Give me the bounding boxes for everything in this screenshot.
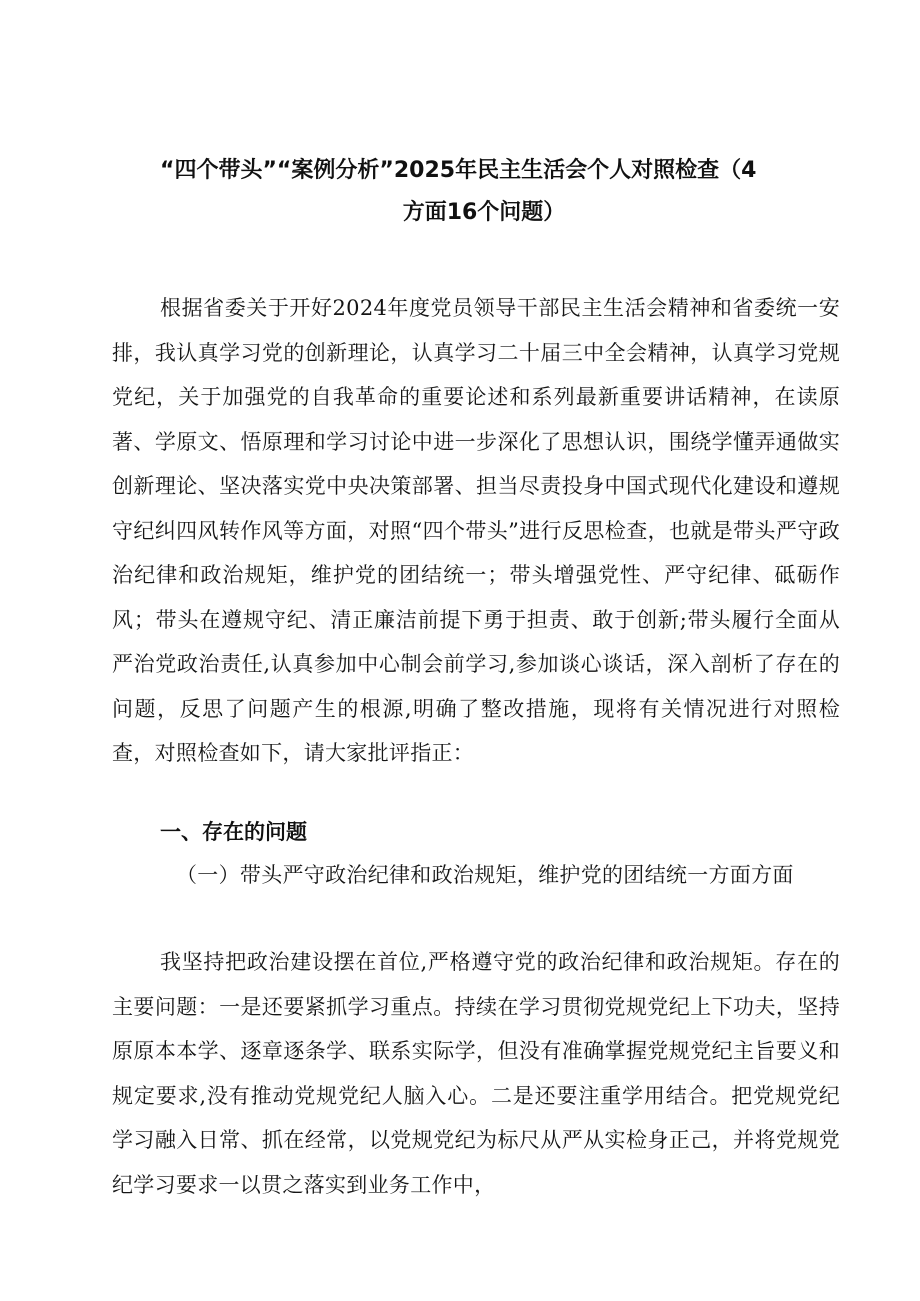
body-paragraph: 我坚持把政治建设摆在首位,严格遵守党的政治纪律和政治规矩。存在的主要问题：一是还要紧抓学习重点。持续在学习贯彻党规党纪上下功夫，坚持原原本本学、逐章逐条学、联系实际学，但没有准确掌握党规党纪主旨要义和规定要求,没有推动党规党纪人脑入心。二是还要注重学用结合。把党规党纪学习融入日常、抓在经常，以党规党纪为标尺从严从实检身正己，并将党规党纪学习要求一以贯之落实到业务工作中， [112, 950, 840, 1197]
subsection-heading: （一）带头严守政治纪律和政治规矩，维护党的团结统一方面方面 [176, 863, 794, 887]
intro-paragraph: 根据省委关于开好2024年度党员领导干部民主生活会精神和省委统一安排，我认真学习党的创新理论，认真学习二十届三中全会精神，认真学习党规党纪，关于加强党的自我革命的重要论述和系列最新重要讲话精神，在读原著、学原文、悟原理和学习讨论中进一步深化了思想认识，围绕学懂弄通做实创新理论、坚决落实党中央决策部署、担当尽责投身中国式现代化建设和遵规守纪纠四风转作风等方面，对照“四个带头”进行反思检查，也就是带头严守政治纪律和政治规矩，维护党的团结统一；带头增强党性、严守纪律、砥砺作风；带头在遵规守纪、清正廉洁前提下勇于担责、敢于创新;带头履行全面从严治党政治责任,认真参加中心制会前学习,参加谈心谈话，深入剖析了存在的问题，反思了问题产生的根源,明确了整改措施，现将有关情况进行对照检查，对照检查如下，请大家批评指正： [112, 296, 840, 765]
title-line-2: 方面16个问题） [402, 200, 566, 225]
title-line-1: “四个带头”“案例分析”2025年民主生活会个人对照检查（4 [160, 158, 757, 183]
section-heading: 一、存在的问题 [160, 820, 307, 844]
document-title [160, 150, 850, 234]
